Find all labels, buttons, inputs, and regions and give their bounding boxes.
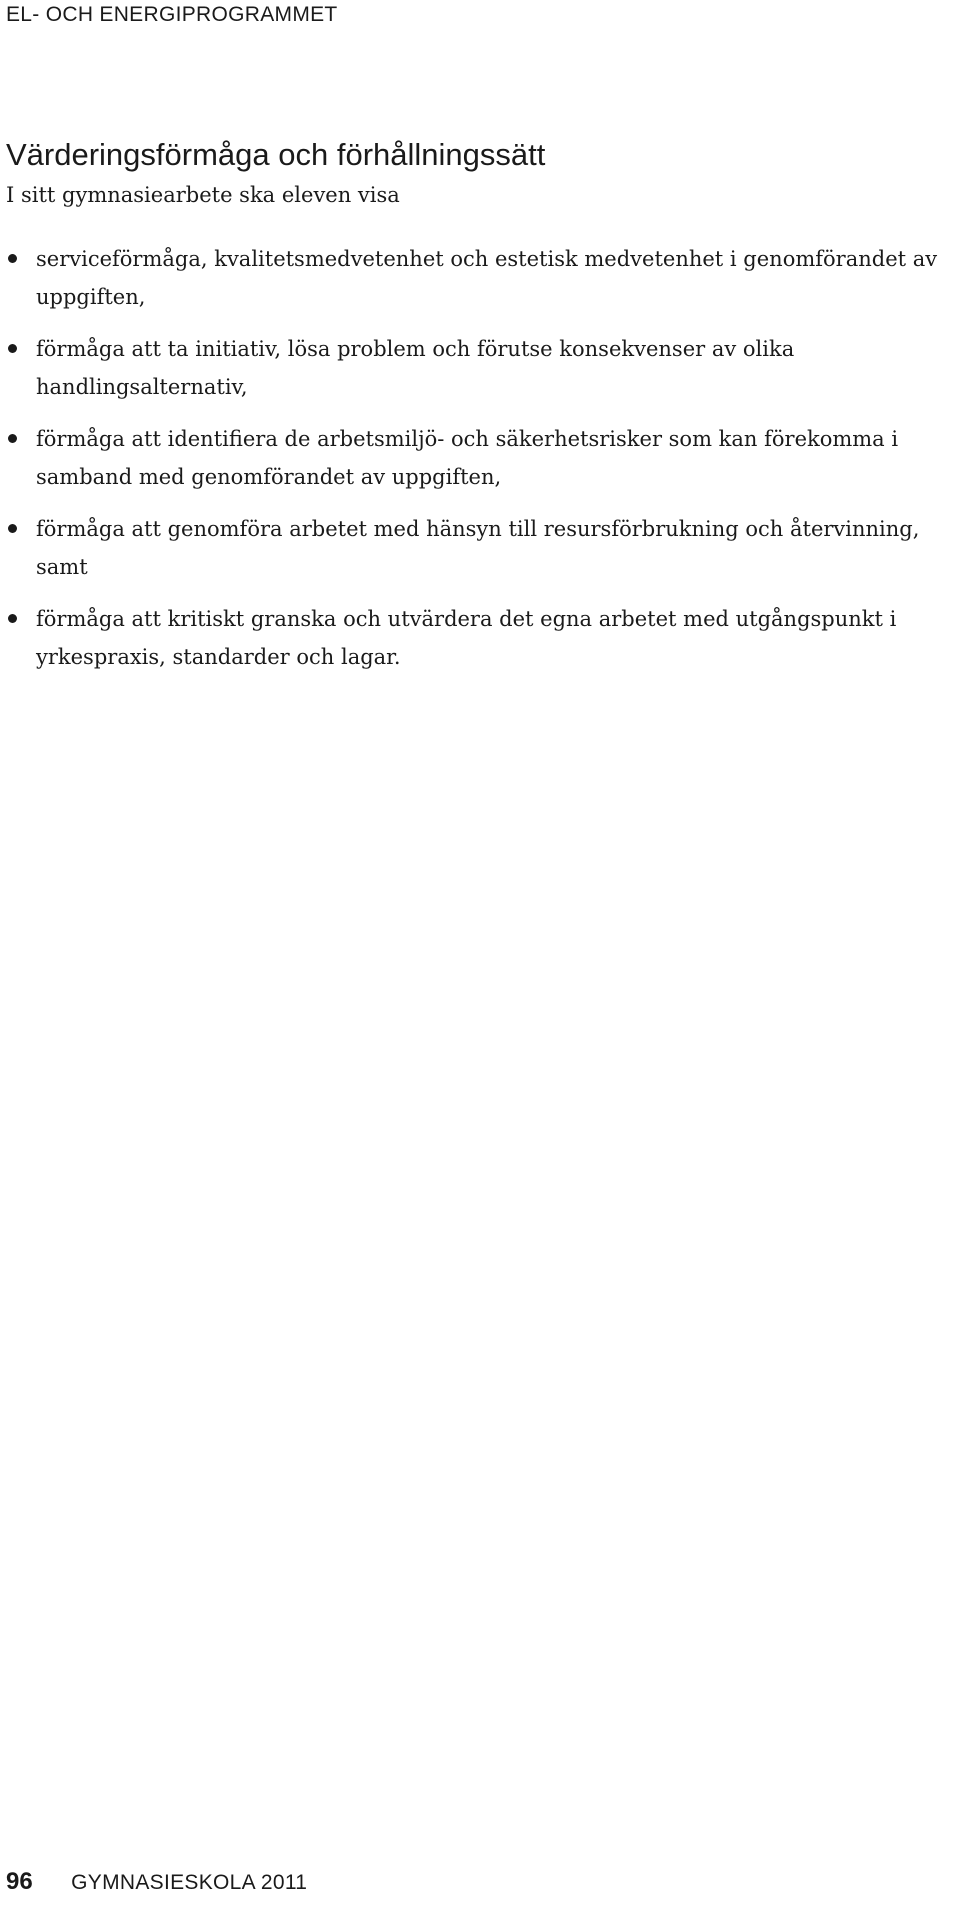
page-number: 96	[6, 1868, 33, 1895]
list-item-text: förmåga att genomföra arbetet med hänsyn till resursförbrukning och återvinning, samt	[36, 517, 920, 579]
bullet-icon	[8, 254, 17, 263]
list-item	[6, 240, 956, 316]
list-item	[6, 330, 956, 406]
page-footer	[6, 1868, 307, 1899]
bullet-icon	[8, 524, 17, 533]
running-header: EL- OCH ENERGIPROGRAMMET	[6, 3, 338, 26]
bullet-icon	[8, 614, 17, 623]
list-item-text: förmåga att identifiera de arbetsmiljö- och säkerhetsrisker som kan förekomma i samband med genomförandet av uppgiften,	[36, 427, 899, 489]
intro-text: I sitt gymnasiearbete ska eleven visa	[6, 183, 400, 207]
list-item	[6, 420, 956, 496]
list-item-text: förmåga att ta initiativ, lösa problem och förutse konsekvenser av olika handlingsalternativ,	[36, 337, 795, 399]
list-item	[6, 510, 956, 586]
list-item	[6, 600, 956, 676]
footer-publication: GYMNASIESKOLA 2011	[71, 1871, 308, 1894]
bullet-list	[6, 240, 956, 690]
list-item-text: förmåga att kritiskt granska och utvärdera det egna arbetet med utgångspunkt i yrkespraxis, standarder och lagar.	[36, 607, 897, 669]
list-item-text: serviceförmåga, kvalitetsmedvetenhet och estetisk medvetenhet i genomförandet av uppgiften,	[36, 247, 938, 309]
bullet-icon	[8, 344, 17, 353]
section-heading: Värderingsförmåga och förhållningssätt	[6, 137, 546, 172]
bullet-icon	[8, 434, 17, 443]
